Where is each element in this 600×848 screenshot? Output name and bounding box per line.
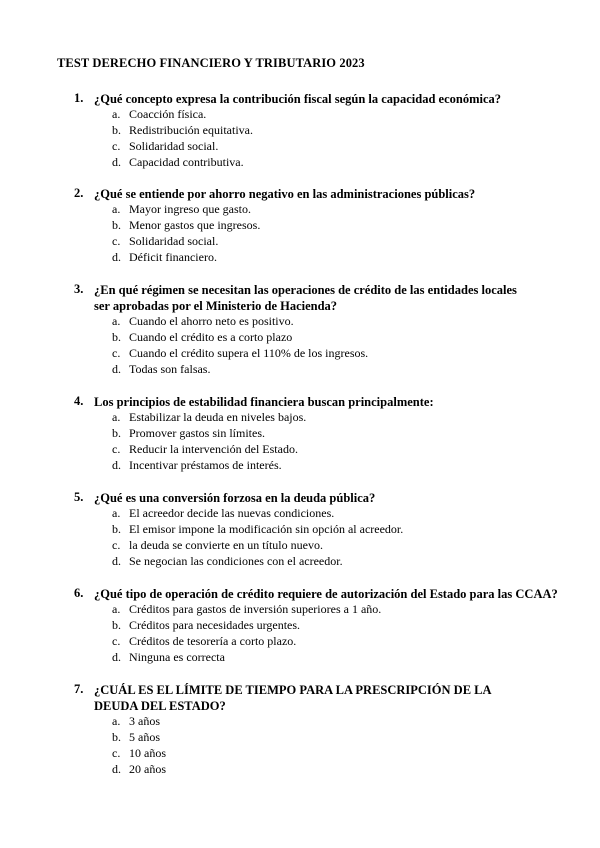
option-c [0,442,600,458]
option-text: Se negocian las condiciones con el acreedor. [129,554,343,568]
question-number: 7. [74,682,84,696]
option-a [0,107,600,123]
option-text: Solidaridad social. [129,234,219,248]
question-text: ¿Qué se entiende por ahorro negativo en las administraciones públicas? [94,187,476,201]
option-letter: c. [112,139,121,153]
option-letter: b. [112,330,121,344]
option-text: Promover gastos sin límites. [129,426,265,440]
option-d [0,762,600,778]
option-b [0,522,600,538]
option-letter: b. [112,730,121,744]
option-letter: a. [112,506,121,520]
question-number: 1. [74,91,84,105]
document-title: TEST DERECHO FINANCIERO Y TRIBUTARIO 2023 [57,56,365,70]
option-letter: a. [112,714,121,728]
option-letter: c. [112,746,121,760]
question-number: 2. [74,186,84,200]
option-c [0,234,600,250]
question-text: ¿CUÁL ES EL LÍMITE DE TIEMPO PARA LA PRESCRIPCIÓN DE LA DEUDA DEL ESTADO? [94,683,491,713]
option-c [0,346,600,362]
option-c [0,746,600,762]
option-c [0,538,600,554]
option-letter: b. [112,522,121,536]
option-text: Créditos de tesorería a corto plazo. [129,634,297,648]
option-text: Mayor ingreso que gasto. [129,202,251,216]
option-letter: d. [112,155,121,169]
option-letter: a. [112,602,121,616]
question-text: ¿Qué tipo de operación de crédito requiere de autorización del Estado para las CCAA? [94,587,558,601]
option-letter: d. [112,650,121,664]
option-d [0,458,600,474]
option-letter: a. [112,202,121,216]
option-b [0,730,600,746]
option-letter: c. [112,538,121,552]
option-text: Cuando el ahorro neto es positivo. [129,314,294,328]
question-number: 6. [74,586,84,600]
option-a [0,202,600,218]
option-a [0,506,600,522]
option-letter: c. [112,442,121,456]
option-text: 5 años [129,730,160,744]
option-text: Créditos para gastos de inversión superiores a 1 año. [129,602,382,616]
option-text: 20 años [129,762,166,776]
option-b [0,618,600,634]
option-d [0,554,600,570]
option-letter: d. [112,362,121,376]
option-text: Reducir la intervención del Estado. [129,442,298,456]
option-text: Redistribución equitativa. [129,123,253,137]
option-c [0,139,600,155]
option-d [0,362,600,378]
question-text: ¿Qué es una conversión forzosa en la deuda pública? [94,491,376,505]
question-number: 5. [74,490,84,504]
option-letter: d. [112,250,121,264]
option-text: Coacción física. [129,107,207,121]
question-text: Los principios de estabilidad financiera buscan principalmente: [94,395,434,409]
option-b [0,426,600,442]
option-letter: b. [112,218,121,232]
option-letter: c. [112,346,121,360]
option-letter: c. [112,234,121,248]
option-letter: d. [112,458,121,472]
option-text: Cuando el crédito es a corto plazo [129,330,293,344]
option-text: Capacidad contributiva. [129,155,244,169]
option-text: Todas son falsas. [129,362,211,376]
option-d [0,650,600,666]
option-text: Ninguna es correcta [129,650,225,664]
option-text: Créditos para necesidades urgentes. [129,618,301,632]
option-a [0,314,600,330]
option-letter: c. [112,634,121,648]
option-letter: a. [112,314,121,328]
option-text: la deuda se convierte en un título nuevo. [129,538,323,552]
question-text: ¿En qué régimen se necesitan las operaciones de crédito de las entidades locales ser aprobadas por el Ministerio de Hacienda? [94,283,517,313]
option-a [0,602,600,618]
option-letter: b. [112,618,121,632]
option-text: Incentivar préstamos de interés. [129,458,282,472]
question-number: 3. [74,282,84,296]
option-letter: a. [112,410,121,424]
option-letter: a. [112,107,121,121]
option-text: El acreedor decide las nuevas condiciones. [129,506,335,520]
question-number: 4. [74,394,84,408]
option-text: 10 años [129,746,166,760]
option-b [0,330,600,346]
option-d [0,250,600,266]
option-text: Estabilizar la deuda en niveles bajos. [129,410,307,424]
option-text: Menor gastos que ingresos. [129,218,261,232]
option-a [0,410,600,426]
option-text: Solidaridad social. [129,139,219,153]
option-b [0,123,600,139]
option-text: Cuando el crédito supera el 110% de los ingresos. [129,346,369,360]
option-letter: d. [112,762,121,776]
option-c [0,634,600,650]
option-d [0,155,600,171]
option-text: 3 años [129,714,160,728]
option-text: El emisor impone la modificación sin opción al acreedor. [129,522,404,536]
option-a [0,714,600,730]
option-b [0,218,600,234]
option-letter: b. [112,123,121,137]
option-letter: b. [112,426,121,440]
option-letter: d. [112,554,121,568]
option-text: Déficit financiero. [129,250,217,264]
question-text: ¿Qué concepto expresa la contribución fiscal según la capacidad económica? [94,92,502,106]
